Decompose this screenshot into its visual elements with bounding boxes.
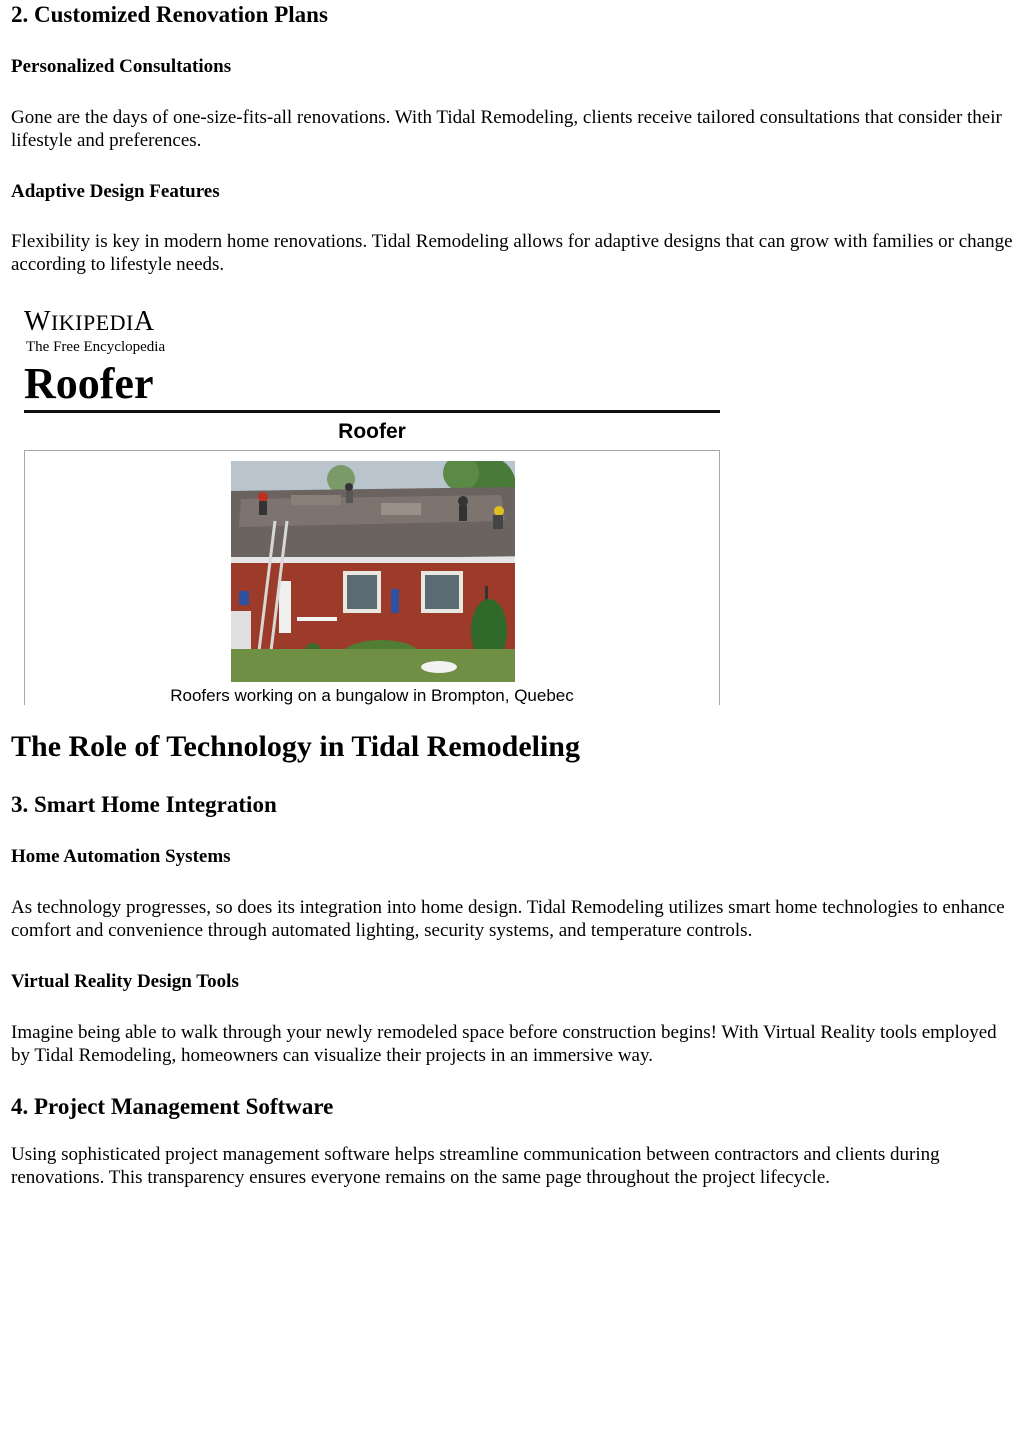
section-heading: 4. Project Management Software: [11, 1094, 334, 1119]
image-caption: Roofers working on a bungalow in Brompton, Quebec: [170, 686, 574, 705]
paragraph: As technology progresses, so does its integration into home design. Tidal Remodeling utilizes smart home technologies to enhance comfort and convenience through automated lighting, security systems, and temperature controls.: [11, 897, 1005, 941]
roofers-photo[interactable]: [231, 461, 515, 682]
paragraph: Gone are the days of one-size-fits-all renovations. With Tidal Remodeling, clients receive tailored consultations that consider their lifestyle and preferences.: [11, 107, 1002, 151]
wikipedia-embed: [24, 306, 720, 704]
wikipedia-tagline: The Free Encyclopedia: [26, 339, 166, 355]
subsection-heading: Home Automation Systems: [11, 846, 231, 867]
section-heading: 3. Smart Home Integration: [11, 792, 277, 817]
infobox: [24, 450, 720, 705]
section-heading: 2. Customized Renovation Plans: [11, 2, 328, 27]
title-divider: [24, 410, 720, 413]
main-heading: The Role of Technology in Tidal Remodeling: [11, 730, 580, 763]
subsection-heading: Personalized Consultations: [11, 56, 232, 77]
paragraph: Imagine being able to walk through your newly remodeled space before construction begins! With Virtual Reality tools employed by Tidal Remodeling, homeowners can visualize their projects in an immersive way.: [11, 1022, 997, 1066]
subsection-heading: Virtual Reality Design Tools: [11, 971, 239, 992]
paragraph: Using sophisticated project management software helps streamline communication between contractors and clients during renovations. This transparency ensures everyone remains on the same page throughout the project lifecycle.: [11, 1144, 940, 1188]
infobox-title: Roofer: [338, 420, 406, 443]
article-title: Roofer: [24, 359, 154, 408]
subsection-heading: Adaptive Design Features: [11, 181, 220, 202]
wikipedia-wordmark[interactable]: WIKIPEDIA: [24, 306, 155, 337]
paragraph: Flexibility is key in modern home renovations. Tidal Remodeling allows for adaptive designs that can grow with families or change according to lifestyle needs.: [11, 231, 1013, 275]
